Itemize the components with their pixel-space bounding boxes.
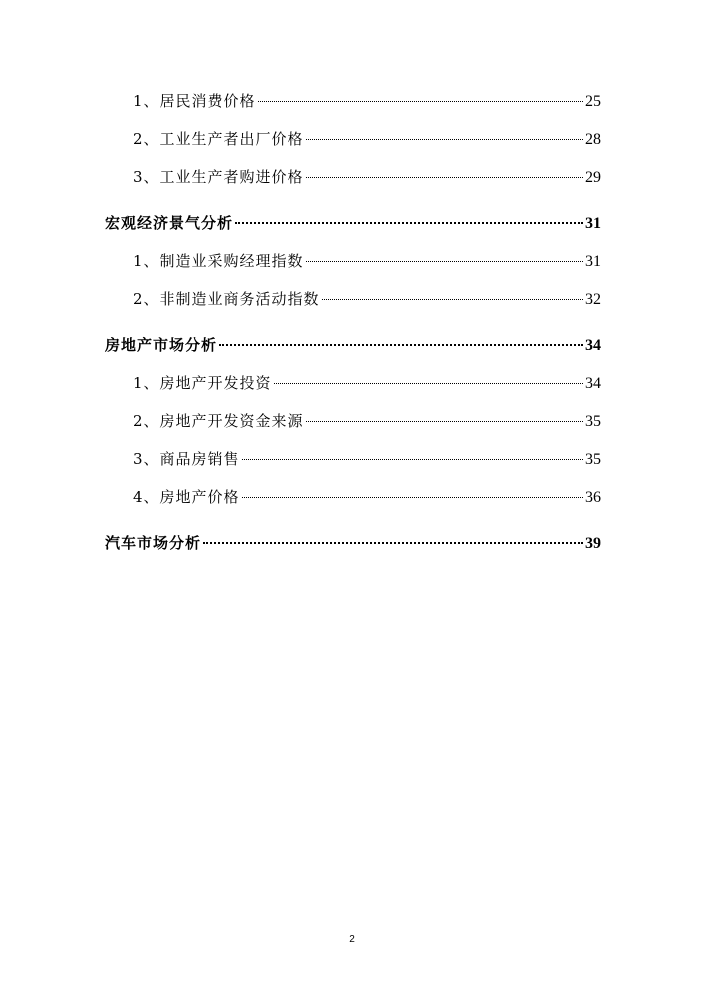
toc-entry-page: 35 [585,451,601,468]
toc-entry-title: 2、房地产开发资金来源 [133,412,304,430]
toc-entry-title: 4、房地产价格 [133,488,240,506]
table-of-contents [105,88,601,568]
toc-entry-title: 1、居民消费价格 [133,92,256,110]
toc-entry-page: 28 [585,131,601,148]
dot-leader [306,421,583,422]
dot-leader [258,101,583,102]
toc-entry[interactable] [105,248,601,286]
dot-leader [306,261,583,262]
toc-entry-title: 1、房地产开发投资 [133,374,272,392]
toc-entry-title: 3、工业生产者购进价格 [133,168,304,186]
toc-entry[interactable] [105,126,601,164]
dot-leader [242,459,583,460]
toc-entry[interactable] [105,408,601,446]
toc-entry[interactable] [105,164,601,202]
toc-entry[interactable] [105,370,601,408]
dot-leader [322,299,583,300]
toc-entry-page: 34 [585,337,601,354]
toc-entry-page: 29 [585,169,601,186]
toc-entry-page: 32 [585,291,601,308]
toc-entry[interactable] [105,88,601,126]
toc-section-heading[interactable] [105,210,601,248]
dot-leader [274,383,583,384]
dot-leader [219,344,583,346]
dot-leader [306,139,583,140]
toc-entry-title: 3、商品房销售 [133,450,240,468]
toc-entry-page: 39 [585,535,601,552]
toc-entry-title: 1、制造业采购经理指数 [133,252,304,270]
dot-leader [235,222,583,224]
dot-leader [306,177,583,178]
toc-entry-title: 汽车市场分析 [105,534,202,552]
toc-entry-title: 宏观经济景气分析 [105,214,234,232]
toc-entry-title: 房地产市场分析 [105,336,218,354]
toc-entry-title: 2、工业生产者出厂价格 [133,130,304,148]
dot-leader [203,542,583,544]
toc-entry-title: 2、非制造业商务活动指数 [133,290,320,308]
toc-section-heading[interactable] [105,530,601,568]
page-number: 2 [349,934,355,945]
toc-entry[interactable] [105,446,601,484]
toc-entry-page: 31 [585,215,601,232]
toc-entry[interactable] [105,484,601,522]
toc-entry-page: 31 [585,253,601,270]
toc-entry-page: 34 [585,375,601,392]
toc-entry[interactable] [105,286,601,324]
dot-leader [242,497,583,498]
toc-entry-page: 25 [585,93,601,110]
toc-entry-page: 35 [585,413,601,430]
toc-section-heading[interactable] [105,332,601,370]
toc-entry-page: 36 [585,489,601,506]
